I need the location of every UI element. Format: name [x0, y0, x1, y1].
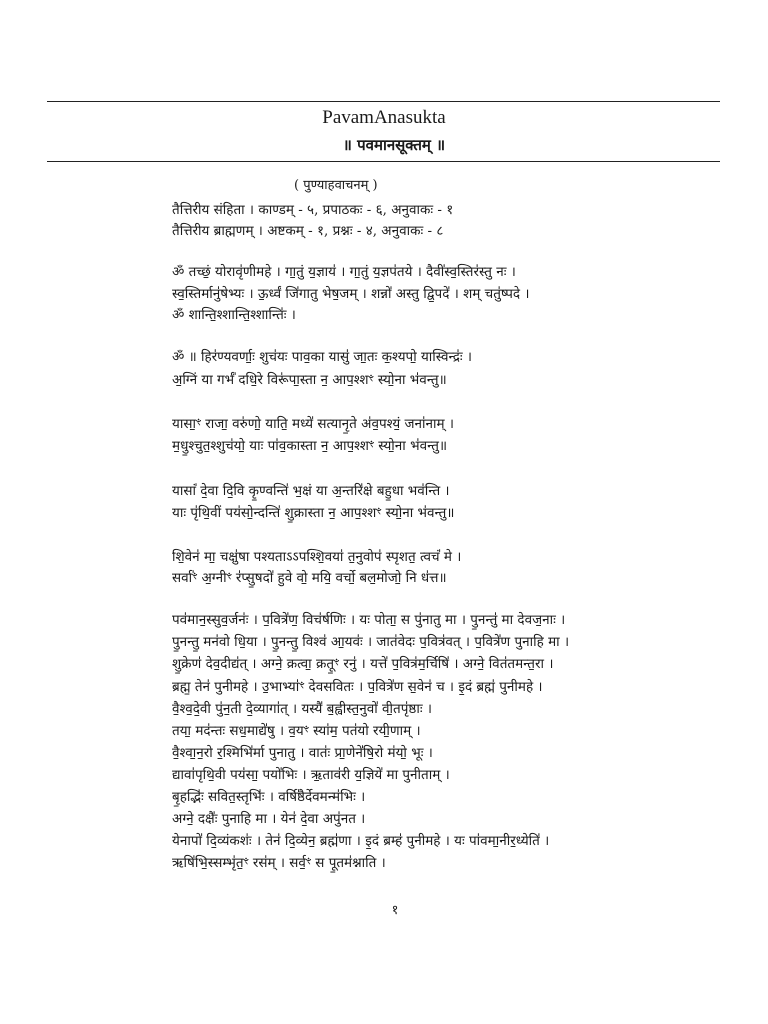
- source-line: तैत्तिरीय संहिता । काण्डम् - ५, प्रपाठकः - ६, अनुवाकः - १: [172, 202, 454, 218]
- page-number: १: [391, 903, 399, 918]
- verse-line: ऋषि॑भि॒स्सम्भृ॑त॒ꣳ रस॑म् । सर्व॒ꣳ स पू॒तम॑श्नाति ।: [172, 855, 386, 871]
- verse-line: पु॒नन्तु॒ मन॑वो धि॒या । पु॒नन्तु॒ विश्व॑ आ॒यवः॑ । जात॑वेदः प॒वित्र॑वत् । प॒वित्रे॑ण पुनाहि मा ।: [172, 634, 570, 650]
- verse-line: ॐ शान्ति॒श्शान्ति॒श्शान्तिः॑ ।: [172, 307, 296, 323]
- verse-line: पव॑मान॒स्सुव॒र्जनः॑ । प॒वित्रे॑ण॒ विच॑र्षणिः । यः पोता॒ स पु॑नातु मा । पु॒नन्तु॑ मा देवज॒नाः ।: [172, 612, 566, 628]
- verse-line: याः पृ॑थि॒वीं पय॑सो॒न्दन्ति॑ शु॒क्रास्ता न॒ आप॒श्शꣳ स्यो॒ना भ॑वन्तु॥: [172, 505, 455, 521]
- page-subtitle: ॥ पवमानसूक्तम् ॥: [342, 136, 446, 154]
- verse-line: ॐ ॥ हिर॑ण्यवर्णाः॒ शुच॑यः पाव॒का यासु॑ जा॒तः क॒श्यपो॒ यास्विन्द्रः॑ ।: [172, 349, 473, 365]
- verse-line: येनापो॑ दि॒व्यंकशः॑ । तेन॑ दि॒व्येन॒ ब्रह्म॑णा । इ॒दं ब्रम्ह॑ पुनीमहे । यः पा॑वमा॒नीर॒ध्येति॑ ।: [172, 833, 550, 849]
- verse-line: तया॒ मद॑न्तः सध॒माद्ये॑षु । व॒यꣳ स्या॑म॒ पत॑यो रयी॒णाम् ।: [172, 723, 421, 739]
- verse-line: अग्ने॒ दक्षैः॑ पुनाहि मा । येन॑ दे॒वा अपु॑नत ।: [172, 811, 366, 827]
- verse-line: द्यावा॑पृथि॒वी पय॑सा॒ पयो॑भिः । ऋ॒ताव॑री य॒ज्ञिये॑ मा पुनीताम् ।: [172, 767, 450, 783]
- verse-line: सर्वा॑ꣳ अ॒ग्नीꣳ र॑प्सु॒षदो॑ हुवे वो॒ मयि॒ वर्चो॒ बल॒मोजो॒ नि ध॑त्त॥: [172, 570, 447, 586]
- verse-line: स्व॒स्तिर्मानु॑षेभ्यः । ऊ॒र्ध्वं जि॑गातु भेष॒जम् । शन्नो॑ अस्तु द्वि॒पदे॑ । शम् चतु॑ष्पदे ।: [172, 286, 530, 302]
- bottom-header-rule: [47, 161, 720, 162]
- verse-line: वै॒श्व॒दे॒वी पु॑न॒ती दे॒व्यागा॑त् । यस्यै॑ ब॒ह्वीस्त॒नुवो॑ वी॒तपृ॑ष्ठाः ।: [172, 701, 432, 717]
- verse-line: यासां॑ दे॒वा दि॒वि कृ॒ण्वन्ति॑ भ॒क्षं या अ॒न्तरि॑क्षे बहु॒धा भव॑न्ति ।: [172, 483, 450, 499]
- page-title: PavamAnasukta: [322, 107, 446, 128]
- verse-line: ब्रह्म॒ तेन॑ पुनीमहे । उ॒भाभ्या॑ꣳ देवसवितः । प॒वित्रे॑ण स॒वेन॑ च । इ॒दं ब्रह्म॑ पुनीमहे ।: [172, 679, 543, 695]
- verse-line: ॐ तच्छं॒ योरावृ॑णीमहे । गा॒तुं य॒ज्ञाय॑ । गा॒तुं य॒ज्ञप॑तये । दैवी॑स्व॒स्तिर॑स्तु नः ।: [172, 264, 516, 280]
- section-heading: ( पुण्याहवाचनम् ): [294, 178, 378, 193]
- verse-line: शु॒क्रेण॑ देव॒दीद्य॑त् । अग्ने॒ क्रत्वा॒ क्रतू॒ꣳ रनु॑ । यत्ते॑ प॒वित्र॑म॒र्चिषि॑ । अग्ने॒ वित॑तमन्त॒रा ।: [172, 656, 554, 672]
- verse-line: अ॒ग्निं या गर्भं॑ दधि॒रे विरू॑पा॒स्ता न॒ आप॒श्शꣳ स्यो॒ना भ॑वन्तु॥: [172, 372, 447, 388]
- verse-line: वै॒श्वा॒न॒रो र॒श्मिभि॑र्मा पुनातु । वातः॑ प्रा॒णेने॑षि॒रो म॑यो॒ भूः ।: [172, 745, 433, 761]
- verse-line: यासा॒ꣳ राजा॒ वरु॑णो॒ याति॒ मध्ये॑ सत्यानृ॒ते अ॑व॒पश्यं॒ जना॑नाम् ।: [172, 416, 454, 432]
- source-line: तैत्तिरीय ब्राह्मणम् । अष्टकम् - १, प्रश्नः - ४, अनुवाकः - ८: [172, 223, 444, 239]
- verse-line: शि॒वेन॑ मा॒ चक्षु॑षा पश्यताऽऽपश्शि॒वया॑ त॒नुवोप॑ स्पृशत॒ त्वचं॑ मे ।: [172, 549, 462, 565]
- top-rule: [47, 101, 720, 102]
- verse-line: बृ॒हद्भिः॑ सवित॒स्तृभिः॑ । वर्षि॑ष्ठैर्देवमन्म॑भिः ।: [172, 789, 366, 805]
- verse-line: म॒धु॒श्चुत॒श्शुच॑यो॒ याः पा॑व॒कास्ता न॒ आप॒श्शꣳ स्यो॒ना भ॑वन्तु॥: [172, 438, 448, 454]
